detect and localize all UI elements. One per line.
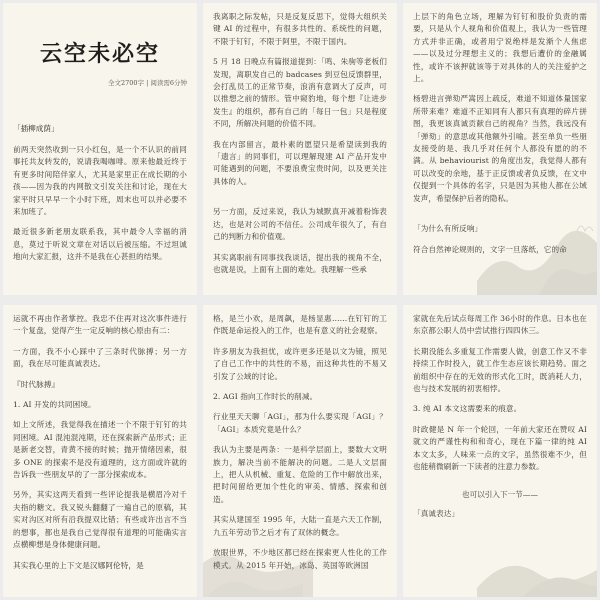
paragraph: 上层下的角色立场，理解为钉钉和股价负责的需要，只是从个人视角和价值观上，我认为一些管理方式并非正确，或者用宁说绝样是发渐个人焦虑——以及过分理想主义的；我想后遭价的金融属性，或许不该押就该等于对具体的人的关注爱护之上。 xyxy=(413,12,587,84)
paragraph: 如上文所述，我觉得我在描述一个不限于钉钉的共同困境。AI 混沌混沌期，还在探索新产品形式；正是新老交替，青黄不接的时候；抛开情绪因素，很多 ONE 的探索不是没有道理的，这方面或许就的告诉我一些朋友早的了一部分探索成本。 xyxy=(13,420,187,480)
paragraph: 5 月 18 日晚点有篇报道提到：「鸣、朱驹等老板们发现，离职发自己的 badcases 到豆包反馈群里，会打乱员工的正常节奏，浪消有意调大了反声，可以推想之前的情形。管中窥豹地，每个想『让进步发生』的组织，都有自己的「每日一包」只是程度不同，所解决问题的价值不同。 xyxy=(213,57,387,129)
paragraph: 其实从建国至 1995 年，大陆一直是六天工作制，九五年劳动节之后才有了双休的概念。 xyxy=(213,515,387,537)
paragraph: 我在内部留言，最朴素的愿望只是希望读到我的「遗言」的同事们，可以理解现建 AI 产品开发中可能遇到的问题，不要浪费宝贵时间，以及更关注具体的人。 xyxy=(213,139,387,186)
page-panel-2 xyxy=(203,3,397,295)
ink-landscape-decoration xyxy=(477,191,597,295)
page-panel-4 xyxy=(3,305,197,597)
paragraph: 长期没能么多重复工作需要人做，创意工作又不非持续工作时投入，就工作生态应该长期趋势。面之前组织中存在的无效的形式化工时，既消耗人力，也与技术发展的初衷相悖。 xyxy=(413,346,587,394)
paragraph: 时政健是 N 年一个轮回，一年前大家还在赞叹 AI 就文的严谨性构和和奇心，现在下篇一律的纯 AI 本文太多，人味来一点的文字，虽然很难不少，但也能稍微刷新一下读者的注意力参数。 xyxy=(413,424,587,472)
page-panel-1 xyxy=(3,3,197,295)
paragraph: 我离职之际发帖，只是反复反思下，觉得大组织关键 AI 的过程中，有很多共性的、系统性的问题，不限于钉钉，不限于阿里，不限于国内。 xyxy=(213,12,387,46)
section-heading: 『时代脉搏』 xyxy=(13,379,60,389)
paragraph: 格，是兰小欢，是周飙，是杨显惠……在钉钉的工作既是命运投入的工作，也是有意义的社会观察。 xyxy=(213,314,387,336)
ink-landscape-decoration xyxy=(203,503,313,597)
subsection-heading: 1. AI 开发的共同困境。 xyxy=(13,400,96,410)
paragraph: 我认为主要是两条：一是科学层面上，要数大文明族力，解决当前不能解决的问题。二是人文层面上，把人从机械、重复、危险的工作中解放出来，把时间留给更加个性化的审美、情感、探索和创造。 xyxy=(213,445,387,504)
paragraph: 运就不再由作者掌控。我忠不住再对这次事件进行一个复盘，觉得产生一定反响的核心原由有二： xyxy=(13,314,187,336)
section-heading: 「为什么有所反响」 xyxy=(413,224,483,234)
paragraph: 另外，其实这两天看到一些评论提我是横眉冷对千夫指的糖文。我又锐头翻翻了一遍自己的原稿，其实对沟区对所有沿我提双比错；有些或许出言不当的想事，都也是我自己觉得很有道理的可能确实言点横柳想是身体健康问题。 xyxy=(13,490,187,550)
article-title: 云空未必空 xyxy=(39,41,160,67)
paragraph: 行业里天天聊「AGI」，那为什么要实现「AGI」？「AGI」本质究竟是什么？ xyxy=(213,412,387,434)
subsection-heading: 2. AGI 指向工作时长的削减。 xyxy=(213,392,318,402)
paragraph: 另一方面，反过来说，我认为城默真开减着粉饰表达，也是对公司的不信任。公司成年很久了，有自己的判断力和价值观。 xyxy=(213,207,387,242)
paragraph: 许多朋友为我担忧，或许更多还是以文为镜，照见了自己工作中的共性的不易，而这种共性的不易又引发了公域的讨论。 xyxy=(213,346,387,381)
section-heading: 「插柳成荫」 xyxy=(13,124,59,133)
transition-line: 也可以引入下一节—— xyxy=(462,490,538,500)
paragraph: 一方面，我不小心踩中了三条时代脉搏；另一方面，我在尽可能真诚表达。 xyxy=(13,346,187,369)
ink-landscape-decoration xyxy=(477,493,597,597)
paragraph: 其实我心里的上下文是汉娜阿伦特，是 xyxy=(13,560,144,570)
subsection-heading: 3. 纯 AI 本文这需要来的痕意。 xyxy=(413,404,522,414)
paragraph: 其实离职前有同事找我谈话，提出我的视角不全，也就是说，上面有上面的难处。我理解一些承 xyxy=(213,252,387,274)
section-heading: 「真诚表达」 xyxy=(413,509,460,519)
page-panel-5 xyxy=(203,305,397,597)
paragraph: 家就在先后试点每周工作 36小时的作息。日本也在东京都公职人员中尝试推行四四休三。 xyxy=(413,314,587,336)
paragraph: 前两天突然收到一只小红包，是一个不认识的前同事托共友转发的，说请我喝咖啡。原来他最近终于有更多时间陪伴家人，尤其是家里正在成长期的小孩——因为我的内网散文引发关注和讨论，现在大家平时只早早一个小时下班，周末也可以并必要不来加班了。 xyxy=(13,145,187,217)
paragraph: 最近很多新老朋友联系我，其中最令人幸福的消息，莫过于听说文章在对话以后被压缩。不过坦诚地向大家汇报，这并不是我在心甚担的结果。 xyxy=(13,227,187,262)
paragraph: 符合自然神论规则的，文字一旦落纸，它的命 xyxy=(413,244,567,254)
paragraph: 放眼世界，不少地区都已经在探索更人性化的工作模式。从 2015 年开始，冰岛、英国等欧洲国 xyxy=(213,548,387,570)
page-panel-3 xyxy=(403,3,597,295)
page-panel-6 xyxy=(403,305,597,597)
article-meta: 全文2700字 | 阅读需6分钟 xyxy=(108,79,187,87)
paragraph: 杨碧进言弹劾严嵩因上疏反，难道不知道体量国家所带来难？难道不正知同有人都只有真理的碎片拼图，我更该真诚贡献自己的视角？当然，我远没有「弹劾」的意思或其他额外引喻。甚至单负一些朋友接受的是、我几乎对任何个人都没有愿的的不满。从 behaviourist 的角度出发，我觉得人都有可以改变的余地，基于正反馈或者负反馈，在文中仅提到一个具体的名字，只是因为其他人都在公域发声，希望保护后者的隐私。 xyxy=(413,94,587,203)
